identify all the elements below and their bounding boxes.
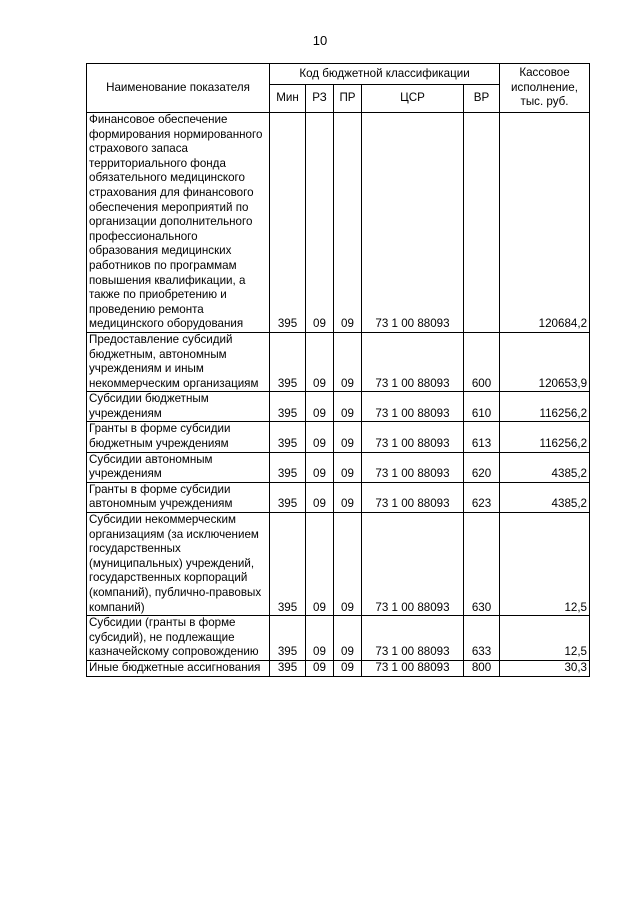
- row-min: 395: [270, 482, 306, 512]
- row-pr: 09: [334, 392, 362, 422]
- row-pr: 09: [334, 113, 362, 333]
- row-vr: 623: [464, 482, 500, 512]
- row-min: 395: [270, 513, 306, 616]
- row-amount: 12,5: [500, 513, 590, 616]
- row-amount: 120653,9: [500, 332, 590, 391]
- header-code-group: Код бюджетной классификации: [270, 64, 500, 85]
- header-min: Мин: [270, 85, 306, 113]
- row-csr: 73 1 00 88093: [362, 422, 464, 452]
- row-rz: 09: [306, 513, 334, 616]
- row-amount: 116256,2: [500, 422, 590, 452]
- table-row: [87, 392, 590, 422]
- row-csr: 73 1 00 88093: [362, 332, 464, 391]
- row-vr: 633: [464, 616, 500, 661]
- row-min: 395: [270, 660, 306, 676]
- table-row: [87, 616, 590, 661]
- row-rz: 09: [306, 113, 334, 333]
- header-vr: ВР: [464, 85, 500, 113]
- header-rz: РЗ: [306, 85, 334, 113]
- row-name: Гранты в форме субсидии бюджетным учреждениям: [87, 422, 270, 452]
- row-vr: 600: [464, 332, 500, 391]
- table-header: [87, 64, 590, 113]
- table-row: [87, 513, 590, 616]
- row-min: 395: [270, 392, 306, 422]
- row-amount: 4385,2: [500, 452, 590, 482]
- row-csr: 73 1 00 88093: [362, 482, 464, 512]
- row-vr: 630: [464, 513, 500, 616]
- row-name: Субсидии автономным учреждениям: [87, 452, 270, 482]
- row-csr: 73 1 00 88093: [362, 113, 464, 333]
- row-rz: 09: [306, 332, 334, 391]
- row-rz: 09: [306, 392, 334, 422]
- row-name: Предоставление субсидий бюджетным, автономным учреждениям и иным некоммерческим организациям: [87, 332, 270, 391]
- row-rz: 09: [306, 422, 334, 452]
- row-csr: 73 1 00 88093: [362, 660, 464, 676]
- table-row: [87, 422, 590, 452]
- row-vr: 800: [464, 660, 500, 676]
- row-name: Гранты в форме субсидии автономным учреждениям: [87, 482, 270, 512]
- row-rz: 09: [306, 660, 334, 676]
- row-amount: 116256,2: [500, 392, 590, 422]
- header-csr: ЦСР: [362, 85, 464, 113]
- row-csr: 73 1 00 88093: [362, 513, 464, 616]
- row-csr: 73 1 00 88093: [362, 452, 464, 482]
- row-rz: 09: [306, 482, 334, 512]
- row-min: 395: [270, 452, 306, 482]
- row-pr: 09: [334, 482, 362, 512]
- row-vr: [464, 113, 500, 333]
- row-pr: 09: [334, 660, 362, 676]
- row-csr: 73 1 00 88093: [362, 616, 464, 661]
- row-name: Субсидии бюджетным учреждениям: [87, 392, 270, 422]
- row-rz: 09: [306, 616, 334, 661]
- table-row: [87, 482, 590, 512]
- row-min: 395: [270, 332, 306, 391]
- row-vr: 620: [464, 452, 500, 482]
- table-row: [87, 332, 590, 391]
- header-name: Наименование показателя: [87, 64, 270, 113]
- row-pr: 09: [334, 452, 362, 482]
- row-name: Финансовое обеспечение формирования нормированного страхового запаса территориального фонда обязательного медицинского страхования для финансового обеспечения мероприятий по организации дополнительного профессионального образования медицинских работников по программам повышения квалификации, а также по приобретению и проведению ремонта медицинского оборудования: [87, 113, 270, 333]
- row-name: Субсидии (гранты в форме субсидий), не подлежащие казначейскому сопровождению: [87, 616, 270, 661]
- table-body: [87, 113, 590, 677]
- row-csr: 73 1 00 88093: [362, 392, 464, 422]
- row-min: 395: [270, 616, 306, 661]
- page-number: 10: [312, 33, 328, 48]
- header-execution: Кассовое исполнение, тыс. руб.: [500, 64, 590, 113]
- row-name: Иные бюджетные ассигнования: [87, 660, 270, 676]
- budget-execution-table: [86, 63, 590, 677]
- row-pr: 09: [334, 616, 362, 661]
- row-amount: 12,5: [500, 616, 590, 661]
- row-min: 395: [270, 113, 306, 333]
- row-pr: 09: [334, 332, 362, 391]
- row-name: Субсидии некоммерческим организациям (за исключением государственных (муниципальных) учреждений, государственных корпораций (компаний), публично-правовых компаний): [87, 513, 270, 616]
- row-amount: 30,3: [500, 660, 590, 676]
- table-row: [87, 452, 590, 482]
- header-pr: ПР: [334, 85, 362, 113]
- row-pr: 09: [334, 422, 362, 452]
- table-row: [87, 113, 590, 333]
- row-vr: 613: [464, 422, 500, 452]
- row-min: 395: [270, 422, 306, 452]
- row-pr: 09: [334, 513, 362, 616]
- row-vr: 610: [464, 392, 500, 422]
- row-rz: 09: [306, 452, 334, 482]
- row-amount: 120684,2: [500, 113, 590, 333]
- row-amount: 4385,2: [500, 482, 590, 512]
- table-row: [87, 660, 590, 676]
